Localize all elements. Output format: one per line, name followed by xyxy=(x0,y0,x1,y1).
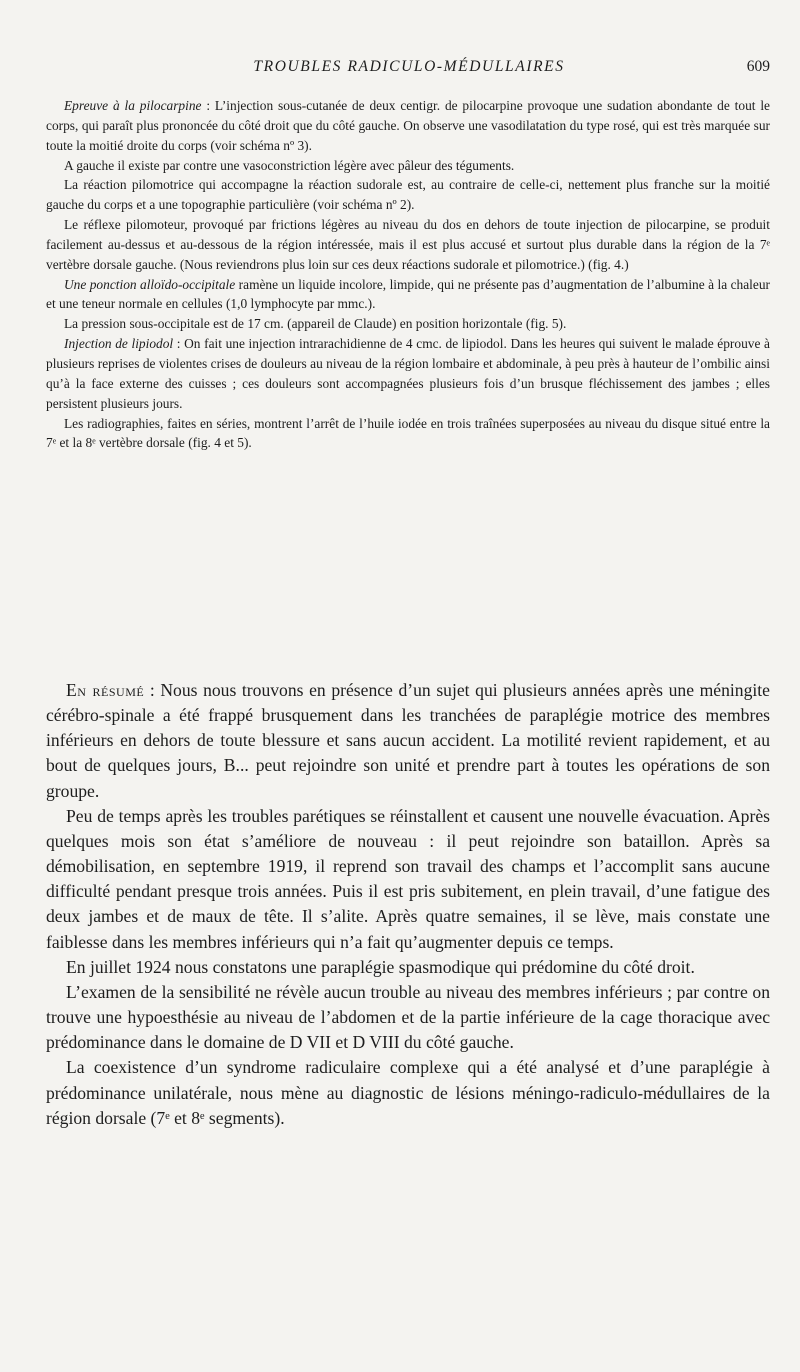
paragraph-lead: Epreuve à la pilocarpine xyxy=(64,98,202,113)
paragraph-text: La réaction pilomotrice qui accompagne la réaction sudorale est, au contraire de celle-ci, nettement plus franche sur la moitié gauche du corps et a une topographie particulière (voir schéma nº 2). xyxy=(46,177,770,213)
paragraph-text: : L’injection sous-cutanée de deux centigr. de pilocarpine provoque une sudation abondante de tout le corps, qui paraît plus prononcée du côté droit que du côté gauche. On observe une vasodilatation du type rosé, qui est très marquée sur toute la moitié droite du corps (voir schéma nº 3). xyxy=(46,98,770,153)
paragraph-text: Peu de temps après les troubles parétiques se réinstallent et causent une nouvelle évacuation. Après quelques mois son état s’améliore de nouveau : il peut rejoindre son bataillon. Après sa démobilisation, en septembre 1919, il reprend son travail des champs et l’accomplit sans aucune difficulté pendant presque trois années. Puis il est pris subitement, en plein travail, d’une fatigue des deux jambes et de maux de tête. Il s’alite. Après quatre semaines, il se lève, mais constate une faiblesse dans les membres inférieurs qui n’a fait qu’augmenter depuis ce temps. xyxy=(46,805,770,952)
paragraph xyxy=(46,96,770,156)
paragraph xyxy=(46,156,770,176)
paragraph-text: Le réflexe pilomoteur, provoqué par frictions légères au niveau du dos en dehors de toute injection de pilocarpine, se produit facilement au-dessus et au-dessous de la région intéressée, mais il est plus accusé et surtout plus durable dans la région de la 7ᵉ vertèbre dorsale gauche. (Nous reviendrons plus loin sur ces deux réactions sudorale et pilomotrice.) (fig. 4.) xyxy=(46,217,770,272)
paragraph-text: La coexistence d’un syndrome radiculaire complexe qui a été analysé et d’une paraplégie à prédominance unilatérale, nous mène au diagnostic de lésions méningo-radiculo-médullaires de la région dorsale (7ᵉ et 8ᵉ segments). xyxy=(46,1057,770,1128)
page-number: 609 xyxy=(746,58,770,75)
paragraph xyxy=(46,1055,770,1130)
small-print-section xyxy=(46,96,770,453)
page-header xyxy=(48,58,770,82)
summary-section xyxy=(46,678,770,1131)
paragraph-lead: Une ponction alloïdo-occipitale xyxy=(64,276,236,292)
paragraph-text: ramène un liquide incolore, limpide, qui ne présente pas d’augmentation de l’albumine à la chaleur et une teneur normale en cellules (1,0 lymphocyte par mmc.). xyxy=(46,276,770,312)
paragraph-text: : Nous nous trouvons en présence d’un sujet qui plusieurs années après une méningite cérébro-spinale a été frappé brusquement dans les tranchées de paraplégie motrice des membres inférieurs en dehors de toute blessure et sans aucun accident. La motilité revient rapidement, et au bout de quelques jours, B... peut rejoindre son unité et prendre part à toutes les opérations de son groupe. xyxy=(46,680,770,801)
paragraph-text: : On fait une injection intrarachidienne de 4 cmc. de lipiodol. Dans les heures qui suivent le malade éprouve à plusieurs reprises de violentes crises de douleurs au niveau de la région lombaire et abdominale, à peu près à hauteur de l’ombilic ainsi qu’à la face externe des cuisses ; ces douleurs sont accompagnées plusieurs fois d’un brusque fléchissement des jambes ; elles persistent plusieurs jours. xyxy=(46,336,770,411)
paragraph-text: L’examen de la sensibilité ne révèle aucun trouble au niveau des membres inférieurs ; par contre on trouve une hypoesthésie au niveau de l’abdomen et de la partie inférieure de la cage thoracique avec prédominance dans le domaine de D VII et D VIII du côté gauche. xyxy=(46,981,770,1053)
paragraph xyxy=(46,275,770,315)
paragraph xyxy=(46,175,770,215)
paragraph-text: En juillet 1924 nous constatons une paraplégie spasmodique qui prédomine du côté droit. xyxy=(66,956,695,977)
paragraph-text: Les radiographies, faites en séries, montrent l’arrêt de l’huile iodée en trois traînées superposées au niveau du disque situé entre la 7ᵉ et la 8ᵉ vertèbre dorsale (fig. 4 et 5). xyxy=(46,415,770,451)
paragraph-lead: Injection de lipiodol xyxy=(64,336,174,352)
paragraph xyxy=(46,955,770,980)
paragraph xyxy=(46,414,770,454)
running-title: TROUBLES RADICULO-MÉDULLAIRES xyxy=(253,58,565,75)
paragraph xyxy=(46,314,770,334)
paragraph xyxy=(46,804,770,955)
paragraph xyxy=(46,678,770,804)
paragraph xyxy=(46,215,770,275)
paragraph xyxy=(46,980,770,1055)
paragraph-lead: En résumé xyxy=(66,680,145,700)
paragraph-text: A gauche il existe par contre une vasoconstriction légère avec pâleur des téguments. xyxy=(64,157,515,173)
paragraph xyxy=(46,334,770,413)
paragraph-text: La pression sous-occipitale est de 17 cm. (appareil de Claude) en position horizontale (fig. 5). xyxy=(64,316,567,332)
